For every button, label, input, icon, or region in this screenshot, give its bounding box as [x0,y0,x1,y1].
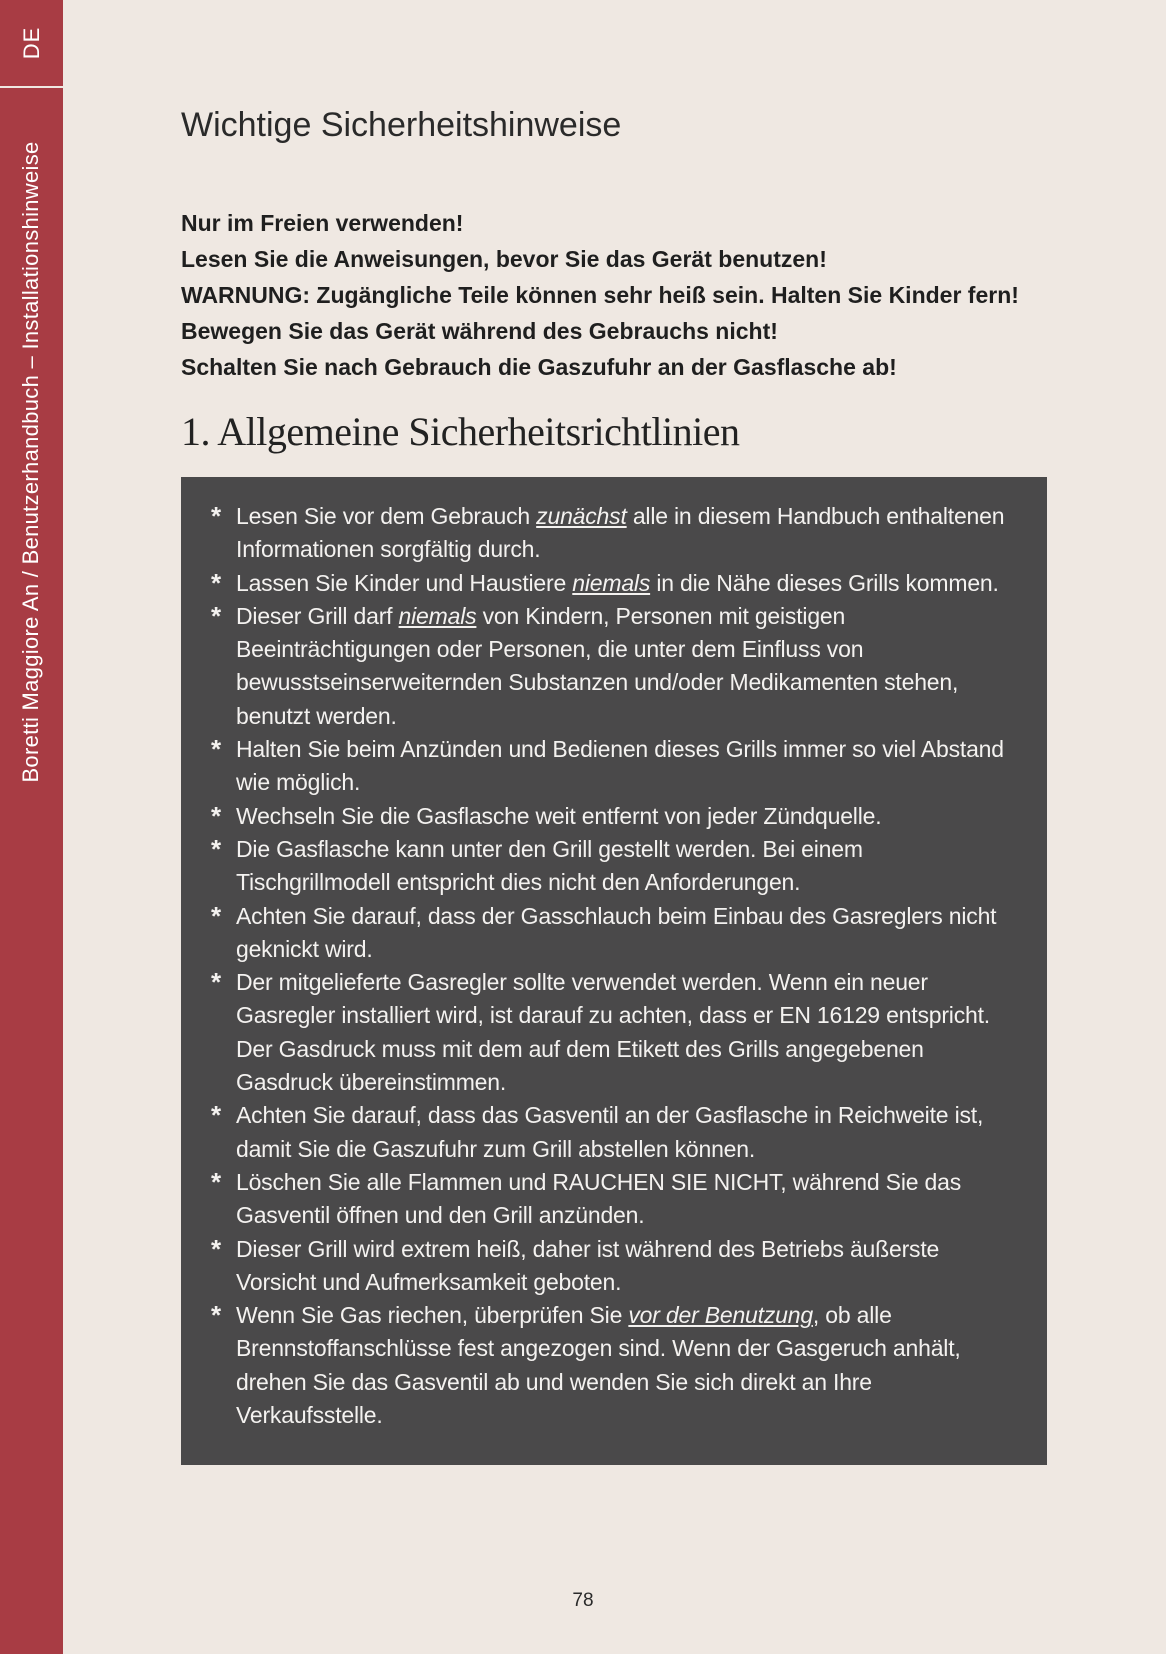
bullet-star-icon: * [211,800,221,831]
guideline-item [211,733,1017,800]
bullet-star-icon: * [211,501,221,531]
guideline-text: Der mitgelieferte Gasregler sollte verwendet werden. Wenn ein neuer Gasregler installiert wird, ist darauf zu achten, dass er EN 16129 entspricht. Der Gasdruck muss mit dem auf dem Etikett des Grills angegebenen Gasdruck übereinstimmen. [236,969,990,1096]
guideline-text: von Kindern, Personen mit geistigen Beeinträchtigungen oder Personen, die unter dem Einfluss von bewusstseinserweiternden Substanzen und/oder Medikamenten stehen, benutzt werden. [236,602,959,729]
guideline-emphasis: zunächst [536,503,627,529]
guideline-text: Achten Sie darauf, dass der Gasschlauch beim Einbau des Gasreglers nicht geknickt wird. [236,902,997,962]
section-title: 1. Allgemeine Sicherheitsrichtlinien [181,409,740,454]
guideline-emphasis: niemals [572,569,651,596]
guideline-text: Die Gasflasche kann unter den Grill gestellt werden. Bei einem Tischgrillmodell entspricht dies nicht den Anforderungen. [236,835,863,896]
page-number: 78 [572,1590,594,1611]
guideline-item [211,966,1017,1099]
guideline-item [211,1099,1017,1166]
guideline-text: Dieser Grill wird extrem heiß, daher ist während des Betriebs äußerste Vorsicht und Aufmerksamkeit geboten. [236,1235,940,1295]
page-title: Wichtige Sicherheitshinweise [181,106,622,144]
guideline-text: alle in diesem Handbuch enthaltenen Informationen sorgfältig durch. [236,503,1005,563]
bullet-star-icon: * [211,1100,221,1131]
guideline-text: Achten Sie darauf, dass das Gasventil an der Gasflasche in Reichweite ist, damit Sie die Gaszufuhr zum Grill abstellen können. [236,1102,984,1162]
bullet-star-icon: * [211,1300,221,1331]
guidelines-box [181,477,1047,1465]
guideline-item [211,900,1017,967]
guideline-text: Wenn Sie Gas riechen, überprüfen Sie [236,1302,629,1329]
guideline-item [211,567,1017,600]
language-label: DE [18,26,44,60]
warning-item: Lesen Sie die Anweisungen, bevor Sie das Gerät benutzen! [181,246,827,272]
guideline-item [211,1233,1017,1300]
guideline-text: Lassen Sie Kinder und Haustiere [236,569,573,596]
warning-item: Bewegen Sie das Gerät während des Gebrauchs nicht! [181,318,778,344]
guideline-text: Löschen Sie alle Flammen und RAUCHEN SIE NICHT, während Sie das Gasventil öffnen und den Grill anzünden. [236,1168,961,1229]
warning-item: Schalten Sie nach Gebrauch die Gaszufuhr an der Gasflasche ab! [181,354,897,380]
bullet-star-icon: * [211,1233,221,1264]
bullet-star-icon: * [211,567,221,598]
guideline-text: Halten Sie beim Anzünden und Bedienen dieses Grills immer so viel Abstand wie möglich. [236,736,1004,796]
guideline-item [211,1299,1017,1432]
guideline-emphasis: niemals [398,602,477,629]
guideline-text: Wechseln Sie die Gasflasche weit entfernt von jeder Zündquelle. [236,802,882,829]
sidebar-title: Boretti Maggiore An / Benutzerhandbuch – Installationshinweise [18,141,43,783]
bullet-star-icon: * [211,967,221,998]
sidebar [0,0,63,1654]
guideline-text: in die Nähe dieses Grills kommen. [650,569,999,596]
guidelines-list [211,500,1017,1432]
guideline-item [211,600,1017,733]
bullet-star-icon: * [211,600,221,631]
warning-item: Nur im Freien verwenden! [181,210,464,236]
guideline-item [211,1166,1017,1233]
language-tab [0,0,63,88]
guideline-item [211,833,1017,900]
bullet-star-icon: * [211,1166,221,1197]
guideline-item [211,500,1017,567]
bullet-star-icon: * [211,900,221,931]
guideline-text: Dieser Grill darf [236,602,399,629]
bullet-star-icon: * [211,833,221,864]
guideline-emphasis: vor der Benutzung [628,1302,813,1329]
guideline-text: , ob alle Brennstoffanschlüsse fest angezogen sind. Wenn der Gasgeruch anhält, drehen Sie das Gasventil ab und wenden Sie sich direkt an Ihre Verkaufsstelle. [236,1302,961,1429]
warning-list [181,205,1019,385]
bullet-star-icon: * [211,734,221,765]
warning-item: WARNUNG: Zugängliche Teile können sehr heiß sein. Halten Sie Kinder fern! [181,282,1019,308]
guideline-item [211,800,1017,833]
guideline-text: Lesen Sie vor dem Gebrauch [236,503,537,529]
